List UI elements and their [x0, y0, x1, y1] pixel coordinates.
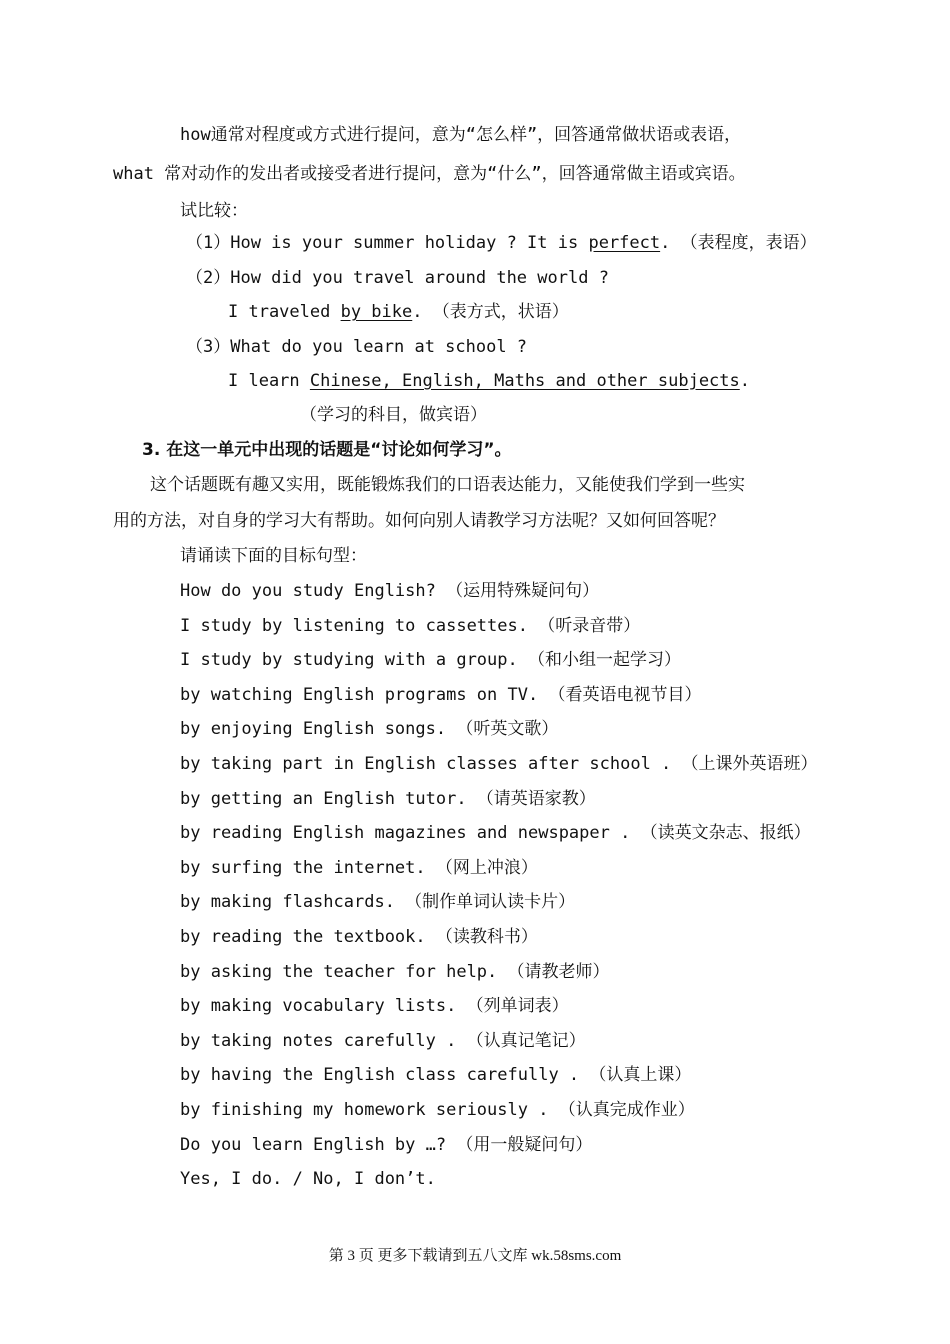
- example-2-note: . （表方式，状语）: [412, 302, 569, 322]
- target-sentence: I study by listening to cassettes. （听录音带）: [180, 615, 641, 636]
- example-3-period: .: [739, 371, 751, 391]
- para1-line2: what 常对动作的发出者或接受者进行提问，意为“什么”，回答通常做主语或宾语。: [113, 164, 746, 184]
- section-3-intro-line1: 这个话题既有趣又实用，既能锻炼我们的口语表达能力，又能使我们学到一些实: [150, 475, 745, 495]
- example-1: [186, 231, 817, 255]
- target-sentence: by finishing my homework seriously . （认真完成作业）: [180, 1100, 695, 1120]
- target-sentence: by having the English class carefully . （认真上课）: [180, 1065, 692, 1086]
- example-2-question: （2）How did you travel around the world ?: [186, 268, 609, 288]
- section-3-heading: 3. 在这一单元中出现的话题是“讨论如何学习”。: [142, 440, 512, 460]
- example-3-note: （学习的科目，做宾语）: [300, 405, 487, 425]
- target-sentence: I study by studying with a group. （和小组一起学习）: [180, 650, 681, 671]
- target-sentence: by reading English magazines and newspaper . （读英文杂志、报纸）: [180, 823, 811, 844]
- target-sentence: by enjoying English songs. （听英文歌）: [180, 719, 559, 740]
- target-sentence: Yes, I do. / No, I don’t.: [180, 1169, 436, 1190]
- target-sentence: How do you study English? （运用特殊疑问句）: [180, 581, 600, 601]
- target-sentence: by surfing the internet. （网上冲浪）: [180, 857, 538, 878]
- target-sentence: by making flashcards. （制作单词认读卡片）: [180, 892, 576, 913]
- target-sentence: by reading the textbook. （读教科书）: [180, 927, 538, 947]
- recite-label: 请诵读下面的目标句型：: [180, 546, 367, 566]
- target-sentence: by asking the teacher for help. （请教老师）: [180, 961, 610, 982]
- page-footer: 第 3 页 更多下载请到五八文库 wk.58sms.com: [328, 1248, 622, 1264]
- example-1-note: . （表程度，表语）: [660, 233, 817, 253]
- example-3-text: I learn: [228, 371, 310, 391]
- example-1-text: （1）How is your summer holiday ? It is: [186, 233, 589, 253]
- target-sentence: by getting an English tutor. （请英语家教）: [180, 788, 596, 809]
- example-2-answer: [228, 300, 569, 324]
- target-sentence: by taking part in English classes after school . （上课外英语班）: [180, 754, 818, 774]
- example-1-underlined: perfect: [588, 233, 661, 253]
- para1-line1: how通常对程度或方式进行提问，意为“怎么样”，回答通常做状语或表语，: [180, 125, 742, 145]
- target-sentence: by taking notes carefully . （认真记笔记）: [180, 1030, 586, 1051]
- target-sentence: by watching English programs on TV. （看英语电视节目）: [180, 684, 702, 705]
- example-3-question: （3）What do you learn at school ?: [186, 337, 528, 357]
- compare-label: 试比较：: [180, 201, 248, 221]
- example-2-underlined: by bike: [340, 302, 413, 322]
- section-3-intro-line2: 用的方法，对自身的学习大有帮助。如何向别人请教学习方法呢？又如何回答呢？: [113, 511, 725, 531]
- example-2-text: I traveled: [228, 302, 341, 322]
- example-3-underlined: Chinese, English, Maths and other subjects: [309, 371, 740, 391]
- target-sentence: by making vocabulary lists. （列单词表）: [180, 996, 569, 1017]
- example-3-answer: [228, 369, 750, 393]
- target-sentence: Do you learn English by …? （用一般疑问句）: [180, 1134, 593, 1155]
